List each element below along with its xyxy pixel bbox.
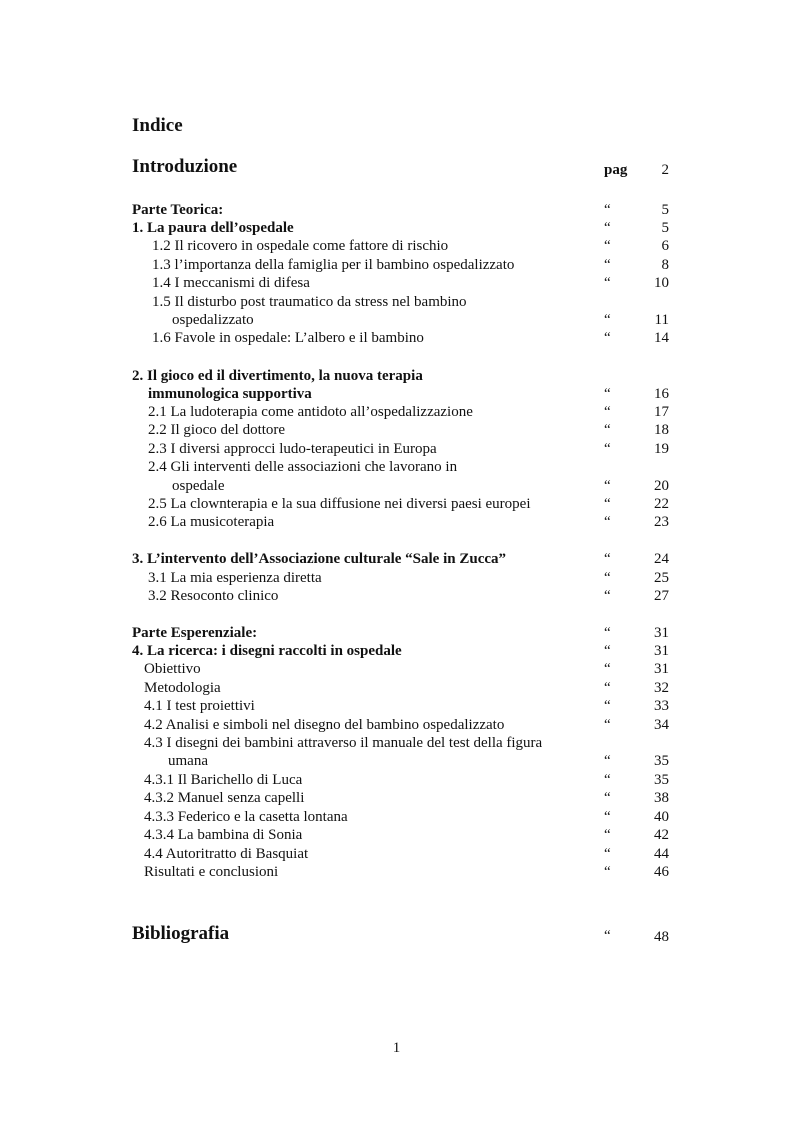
toc-entry-text: 4.2 Analisi e simboli nel disegno del bambino ospedalizzato [144,717,505,733]
toc-entry-text: 3. L’intervento dell’Associazione culturale “Sale in Zucca” [132,551,507,567]
toc-entry-quote: “ [604,202,611,218]
toc-entry-text: 1.2 Il ricovero in ospedale come fattore di rischio [152,238,449,254]
toc-entry-page: 40 [654,809,669,825]
toc-entry [0,311,793,329]
toc-entry-page: 18 [654,422,669,438]
toc-entry-page: 8 [661,257,669,273]
toc-entry-page: 35 [654,772,669,788]
page-number: 1 [392,1040,401,1056]
toc-entry-text: 2.1 La ludoterapia come antidoto all’ospedalizzazione [148,404,473,420]
toc-entry-text: 1. La paura dell’ospedale [132,220,294,236]
toc-bibliografia [0,925,793,947]
toc-entry-page: 23 [654,514,669,530]
toc-entry-quote: “ [604,275,611,291]
toc-entry-quote: “ [604,643,611,659]
toc-entry [0,771,793,789]
toc-entry [0,679,793,697]
toc-entry-page: 33 [654,698,669,714]
toc-entry [0,642,793,660]
toc-entry-text: Metodologia [144,680,221,696]
toc-entry-quote: “ [604,478,611,494]
toc-entry-text: 4.3 I disegni dei bambini attraverso il manuale del test della figura [144,735,543,751]
toc-entry-quote: “ [604,864,611,880]
toc-entry [0,569,793,587]
toc-entry-quote: “ [604,551,611,567]
toc-entry-quote: “ [604,386,611,402]
toc-entry-quote: “ [604,441,611,457]
toc-entry-text: 2.5 La clownterapia e la sua diffusione nei diversi paesi europei [148,496,531,512]
toc-entry-text: 4.4 Autoritratto di Basquiat [144,846,309,862]
toc-intro-pag: pag [604,162,628,178]
page-title: Indice [132,115,183,136]
toc-entry-text: 1.5 Il disturbo post traumatico da stress nel bambino [152,294,467,310]
toc-entry-text: 1.6 Favole in ospedale: L’albero e il bambino [152,330,424,346]
toc-entry [0,256,793,274]
toc-entry-quote: “ [604,809,611,825]
toc-entry-page: 44 [654,846,669,862]
toc-entry [0,660,793,678]
toc-entry-text: 2.4 Gli interventi delle associazioni che lavorano in [148,459,458,475]
toc-entry [0,237,793,255]
toc-entry-quote: “ [604,680,611,696]
toc-bibliografia-page: 48 [654,929,669,945]
toc-entry-quote: “ [604,772,611,788]
toc-entry [0,495,793,513]
toc-entry-page: 20 [654,478,669,494]
toc-entry-page: 17 [654,404,669,420]
toc-entry-quote: “ [604,661,611,677]
toc-entry [0,845,793,863]
toc-entry-text: 2.2 Il gioco del dottore [148,422,286,438]
toc-entry-quote: “ [604,257,611,273]
toc-entry [0,385,793,403]
toc-entry [0,274,793,292]
toc-entry-page: 5 [661,202,669,218]
toc-entry-text: 2.6 La musicoterapia [148,514,275,530]
toc-entry-quote: “ [604,790,611,806]
toc-entry-text: 4.1 I test proiettivi [144,698,255,714]
toc-entry-quote: “ [604,753,611,769]
toc-entry-page: 24 [654,551,669,567]
toc-entry-quote: “ [604,846,611,862]
toc-entry [0,826,793,844]
toc-entry-page: 34 [654,717,669,733]
toc-entry-page: 27 [654,588,669,604]
toc-entry-text: Obiettivo [144,661,201,677]
toc-entry-page: 22 [654,496,669,512]
toc-entry-page: 16 [654,386,669,402]
toc-entry [0,863,793,881]
toc-entry-quote: “ [604,625,611,641]
toc-entry-text: ospedalizzato [172,312,254,328]
toc-entry-quote: “ [604,827,611,843]
toc-entry-text: 4.3.1 Il Barichello di Luca [144,772,303,788]
toc-entry-text: umana [168,753,208,769]
toc-entry-quote: “ [604,570,611,586]
toc-entry-page: 11 [654,312,669,328]
toc-entry-text: 1.4 I meccanismi di difesa [152,275,310,291]
toc-entry [0,201,793,219]
toc-entry-page: 42 [654,827,669,843]
toc-entry-page: 31 [654,661,669,677]
toc-entry [0,808,793,826]
toc-intro-page: 2 [661,162,669,178]
toc-entry [0,587,793,605]
toc-entry [0,550,793,568]
toc-entry [0,421,793,439]
toc-entry-page: 46 [654,864,669,880]
toc-entry-page: 14 [654,330,669,346]
toc-entry-page: 10 [654,275,669,291]
toc-entry-page: 6 [661,238,669,254]
toc-entry-page: 5 [661,220,669,236]
toc-entry [0,513,793,531]
toc-entry-quote: “ [604,312,611,328]
toc-intro [0,158,793,180]
toc-entry [0,624,793,642]
toc-entry-quote: “ [604,330,611,346]
toc-entry-text: 2. Il gioco ed il divertimento, la nuova terapia [132,368,423,384]
toc-entry-quote: “ [604,698,611,714]
toc-entry-page: 31 [654,643,669,659]
toc-entry-text: 3.1 La mia esperienza diretta [148,570,322,586]
toc-entry [0,734,793,752]
toc-entry-quote: “ [604,588,611,604]
toc-entry-page: 38 [654,790,669,806]
toc-entry-page: 32 [654,680,669,696]
toc-entry [0,752,793,770]
toc-entry [0,697,793,715]
toc-entry-text: Risultati e conclusioni [144,864,279,880]
toc-entry-text: 4. La ricerca: i disegni raccolti in ospedale [132,643,402,659]
toc-entry-quote: “ [604,220,611,236]
toc-entry-quote: “ [604,717,611,733]
toc-entry-page: 19 [654,441,669,457]
toc-entry-quote: “ [604,422,611,438]
toc-entry-text: 1.3 l’importanza della famiglia per il bambino ospedalizzato [152,257,515,273]
toc-entry [0,293,793,311]
toc-entry [0,716,793,734]
toc-entry-text: ospedale [172,478,225,494]
toc-entry-text: 4.3.3 Federico e la casetta lontana [144,809,348,825]
toc-entry-quote: “ [604,514,611,530]
toc-entry [0,440,793,458]
toc-entry [0,403,793,421]
toc-intro-label: Introduzione [132,156,238,177]
toc-entry-text: 4.3.4 La bambina di Sonia [144,827,303,843]
toc-entry [0,458,793,476]
toc-entry-text: immunologica supportiva [148,386,312,402]
toc-entry-quote: “ [604,238,611,254]
toc-entry-text: 3.2 Resoconto clinico [148,588,279,604]
toc-entry-page: 25 [654,570,669,586]
toc-entry-page: 31 [654,625,669,641]
toc-entry [0,789,793,807]
toc-entry-page: 35 [654,753,669,769]
toc-entry-text: Parte Esperenziale: [132,625,258,641]
toc-entry [0,219,793,237]
toc-entry [0,477,793,495]
toc-entry-text: 4.3.2 Manuel senza capelli [144,790,305,806]
toc-bibliografia-label: Bibliografia [132,923,230,944]
toc-entry-text: Parte Teorica: [132,202,224,218]
toc-entry [0,367,793,385]
toc-bibliografia-quote: “ [604,928,611,944]
toc-entry-text: 2.3 I diversi approcci ludo-terapeutici in Europa [148,441,437,457]
toc-entry [0,329,793,347]
toc-entry-quote: “ [604,404,611,420]
toc-entry-quote: “ [604,496,611,512]
